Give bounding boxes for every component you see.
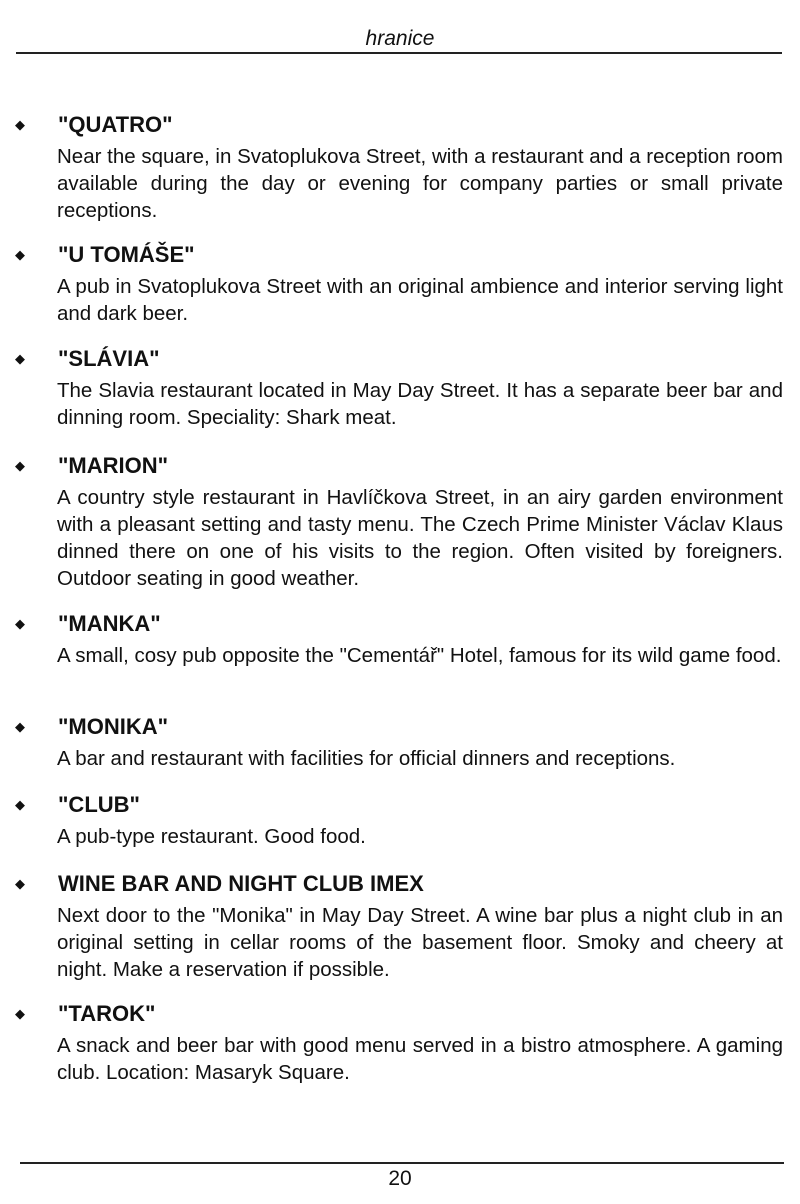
entry-title: "MONIKA" (58, 714, 169, 739)
header-rule (16, 52, 782, 54)
bullet-diamond-icon: ◆ (15, 351, 25, 366)
entry-description: A snack and beer bar with good menu served in a bistro atmosphere. A gaming club. Location: Masaryk Square. (57, 1034, 783, 1084)
entry-title: "MANKA" (58, 611, 161, 636)
entry-description: A pub-type restaurant. Good food. (57, 825, 366, 848)
entry-description: A country style restaurant in Havlíčkova Street, in an airy garden environment with a pleasant setting and tasty menu. The Czech Prime Minister Václav Klaus dinned there on one of his visits to the region. Often visited by foreigners. Outdoor seating in good weather. (57, 486, 783, 590)
entry-description: A pub in Svatoplukova Street with an original ambience and interior serving light and dark beer. (57, 275, 783, 325)
bullet-diamond-icon: ◆ (15, 719, 25, 734)
entry-title: "TAROK" (58, 1001, 156, 1026)
bullet-diamond-icon: ◆ (15, 1006, 25, 1021)
footer-rule (20, 1162, 784, 1164)
bullet-diamond-icon: ◆ (15, 797, 25, 812)
entry-description: A small, cosy pub opposite the "Cementář" Hotel, famous for its wild game food. (57, 644, 782, 667)
bullet-diamond-icon: ◆ (15, 616, 25, 631)
entry-description: Next door to the "Monika" in May Day Street. A wine bar plus a night club in an original setting in cellar rooms of the basement floor. Smoky and cheery at night. Make a reservation if possible. (57, 904, 783, 981)
entry-description: A bar and restaurant with facilities for official dinners and receptions. (57, 747, 676, 770)
entry-title: "CLUB" (58, 792, 140, 817)
running-header-title: hranice (365, 27, 435, 50)
entry-title: "U TOMÁŠE" (58, 242, 195, 267)
entry-title: WINE BAR AND NIGHT CLUB IMEX (58, 871, 424, 896)
page-number: 20 (388, 1167, 412, 1190)
entry-description: The Slavia restaurant located in May Day Street. It has a separate beer bar and dinning room. Speciality: Shark meat. (57, 379, 783, 429)
bullet-diamond-icon: ◆ (15, 117, 25, 132)
entry-description: Near the square, in Svatoplukova Street, with a restaurant and a reception room available during the day or evening for company parties or small private receptions. (57, 145, 783, 222)
bullet-diamond-icon: ◆ (15, 247, 25, 262)
entry-title: "SLÁVIA" (58, 346, 160, 371)
entry-title: "QUATRO" (58, 112, 173, 137)
entry-title: "MARION" (58, 453, 169, 478)
bullet-diamond-icon: ◆ (15, 876, 25, 891)
bullet-diamond-icon: ◆ (15, 458, 25, 473)
